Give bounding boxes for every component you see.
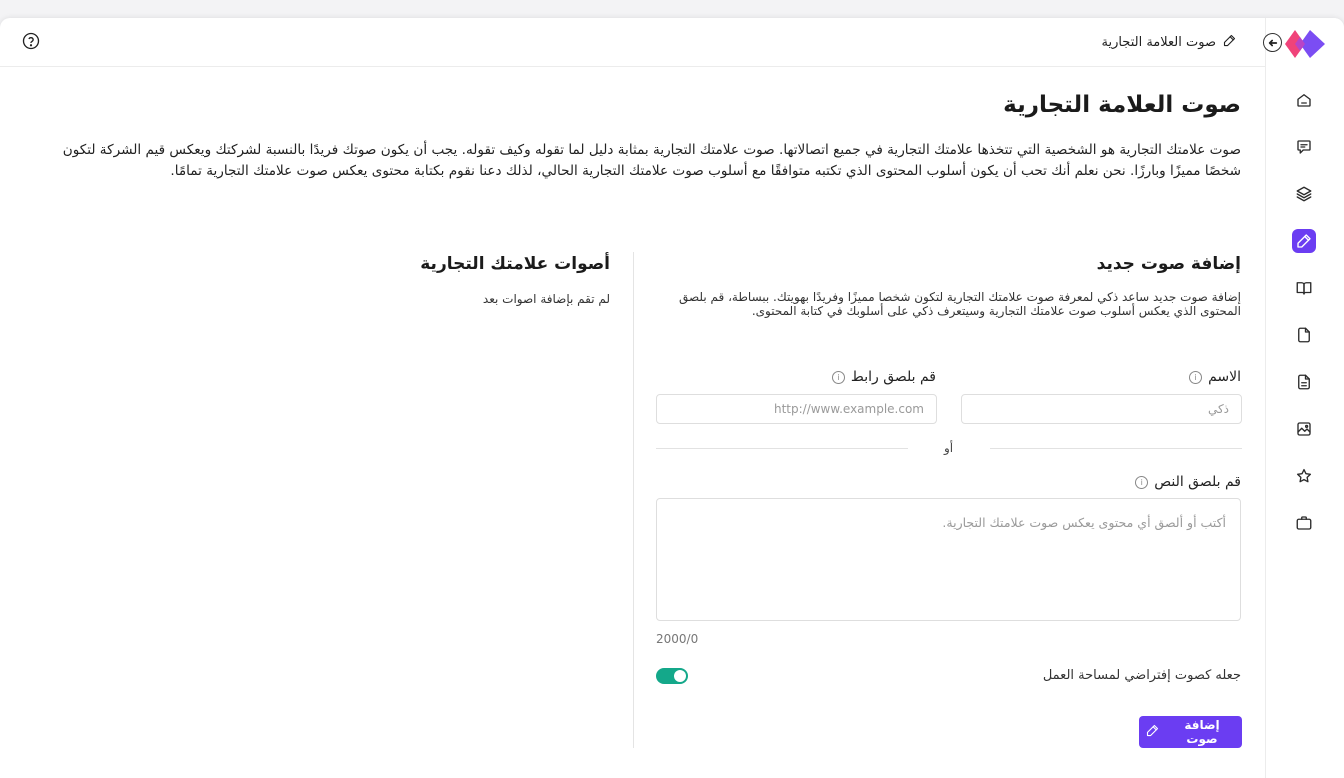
column-divider: [633, 252, 634, 748]
name-label-text: الاسم: [1208, 369, 1241, 385]
or-divider-right: [990, 448, 1242, 449]
top-bar: [0, 18, 1265, 67]
url-label-text: قم بلصق رابط: [850, 369, 936, 385]
layers-icon[interactable]: [1292, 182, 1316, 206]
collapse-sidebar-button[interactable]: [1263, 33, 1282, 52]
page-description: صوت علامتك التجارية هو الشخصية التي تتخذها علامتك التجارية في جميع اتصالاتها. صوت علامتك التجارية بمثابة دليل لما تقوله وكيف تقوله. يجب أن يكون صوتك فريدًا بالنسبة لشركتك ويعكس قيم الشركة لتكون شخصًا مميزًا وبارزًا. نحن نعلم أنك تحب أن يكون أسلوب المحتوى الذي تكتبه متوافقًا مع أسلوب صوت علامتك التجارية الحالي، لذلك دعنا نقوم بكتابة محتوى يعكس صوت علامتك التجارية تمامًا.: [62, 142, 1241, 179]
wand-icon: [1145, 723, 1160, 741]
add-voice-button-label: إضافة صوت: [1184, 718, 1220, 746]
character-counter: 2000/0: [656, 632, 699, 646]
url-input[interactable]: [656, 394, 937, 424]
brand-voice-icon[interactable]: [1292, 229, 1316, 253]
app-window: [0, 18, 1344, 778]
text-label-text: قم بلصق النص: [1154, 474, 1241, 490]
brand-voices-empty-text: لم تقم بإضافة اصوات بعد: [482, 292, 610, 306]
text-label: [1135, 474, 1241, 490]
info-icon[interactable]: i: [1189, 371, 1202, 384]
book-icon[interactable]: [1292, 276, 1316, 300]
app-logo[interactable]: [1283, 24, 1327, 64]
name-label: [1189, 369, 1241, 385]
star-icon[interactable]: [1292, 464, 1316, 488]
url-label: [832, 369, 936, 385]
breadcrumb: [1101, 33, 1237, 52]
add-voice-button[interactable]: [1139, 716, 1242, 748]
chat-icon[interactable]: [1292, 135, 1316, 159]
page-title: صوت العلامة التجارية: [1003, 92, 1241, 118]
arrow-left-icon: [1268, 38, 1278, 48]
wand-icon: [1222, 33, 1237, 52]
brand-voices-title: أصوات علامتك التجارية: [420, 254, 610, 274]
home-icon[interactable]: [1292, 88, 1316, 112]
or-divider-left: [656, 448, 908, 449]
name-input[interactable]: [961, 394, 1242, 424]
document-icon[interactable]: [1292, 370, 1316, 394]
toggle-knob: [674, 670, 686, 682]
file-icon[interactable]: [1292, 323, 1316, 347]
briefcase-icon[interactable]: [1292, 511, 1316, 535]
info-icon[interactable]: i: [1135, 476, 1148, 489]
or-text: أو: [944, 441, 954, 455]
breadcrumb-label: صوت العلامة التجارية: [1101, 35, 1216, 50]
default-voice-toggle[interactable]: [656, 668, 688, 684]
default-voice-label: جعله كصوت إفتراضي لمساحة العمل: [1042, 668, 1241, 683]
add-voice-description: إضافة صوت جديد ساعد ذكي لمعرفة صوت علامتك التجارية لتكون شخصا مميزًا وفريدًا بهويتك. ببساطة، قم بلصق المحتوى الذي يعكس أسلوب صوت علامتك التجارية وسيتعرف ذكي على أسلوبك في كتابة المحتوى.: [678, 290, 1241, 318]
add-voice-title: إضافة صوت جديد: [1096, 254, 1241, 274]
image-icon[interactable]: [1292, 417, 1316, 441]
help-icon[interactable]: [22, 32, 40, 50]
info-icon[interactable]: i: [832, 371, 845, 384]
sidebar: [1265, 18, 1344, 778]
text-input[interactable]: [656, 498, 1241, 621]
